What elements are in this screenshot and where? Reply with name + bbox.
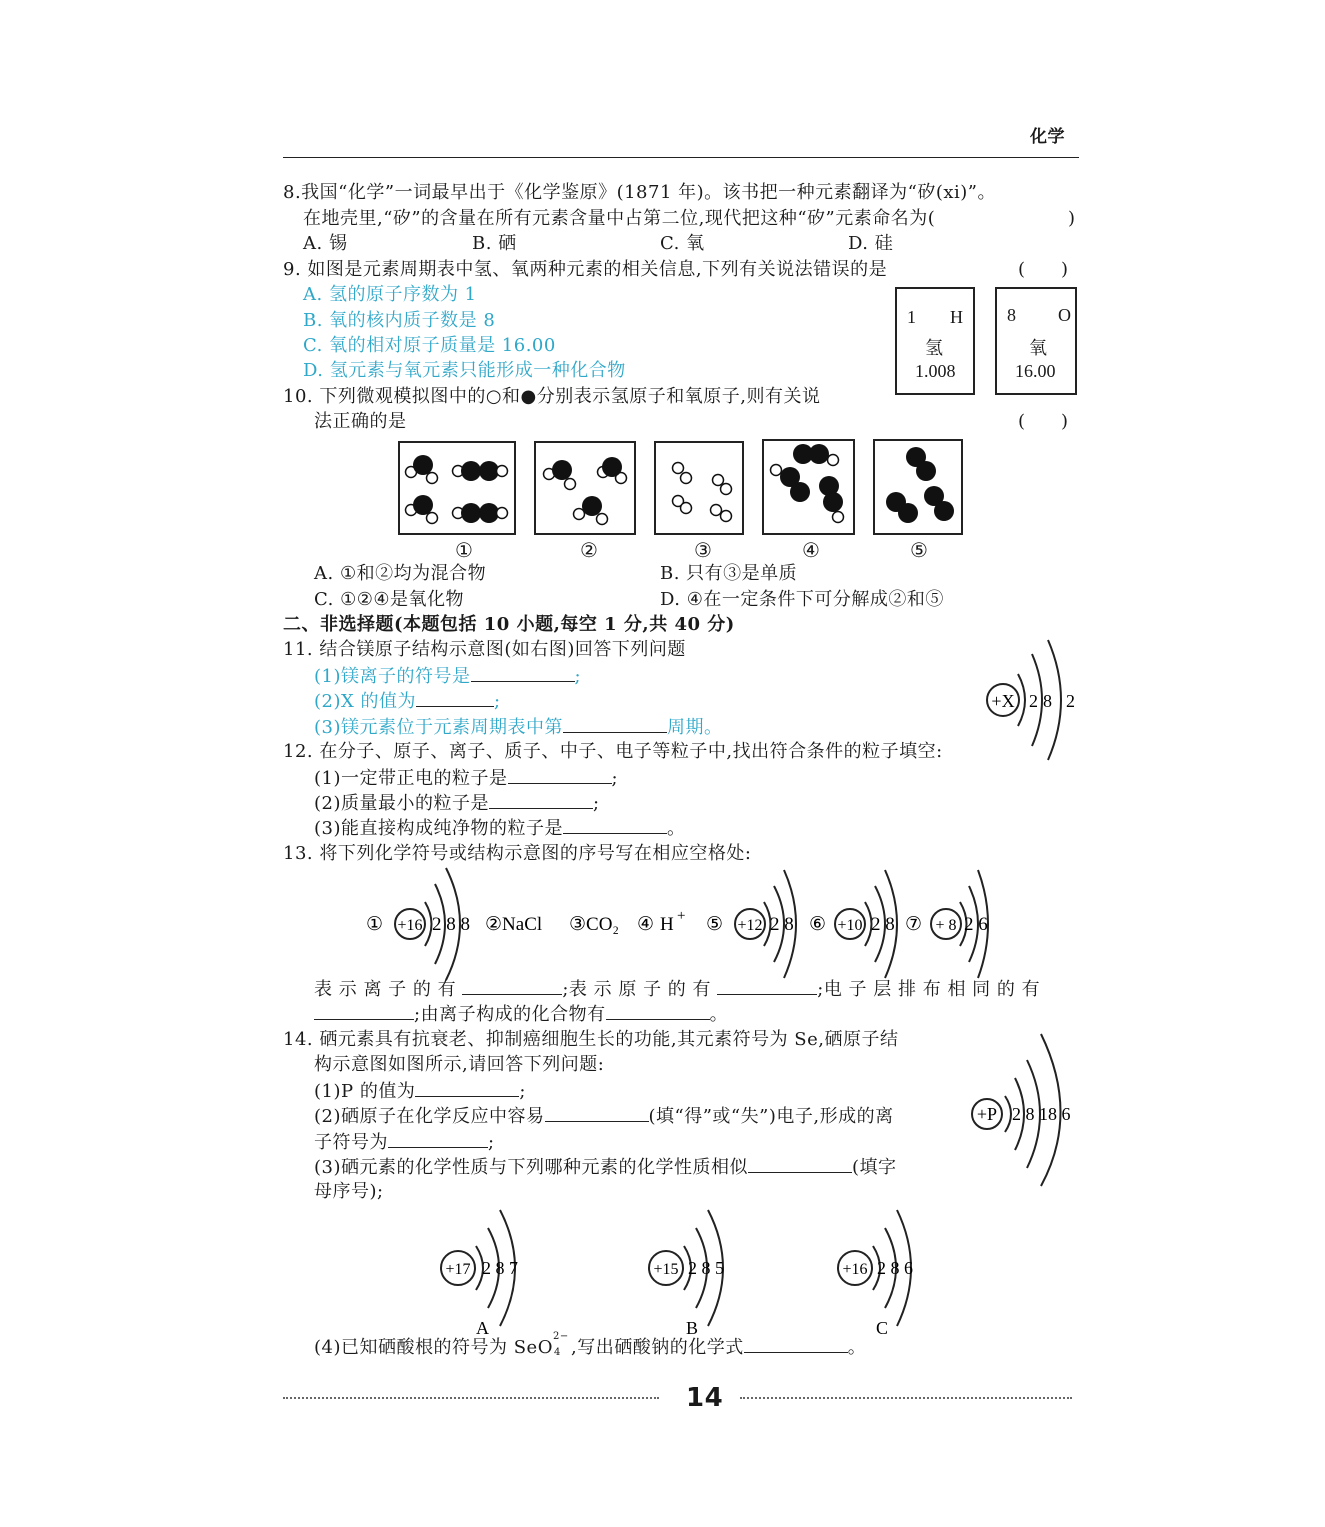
q9-paren: ( ) bbox=[1018, 259, 1069, 280]
q10-option-a: A. ①和②均为混合物 bbox=[314, 563, 487, 584]
svg-text:③CO₂: ③CO₂ bbox=[569, 914, 620, 935]
q12-stem: 12. 在分子、原子、离子、质子、中子、电子等粒子中,找出符合条件的粒子填空: bbox=[283, 741, 943, 762]
footer-dots-right bbox=[740, 1397, 1072, 1399]
q8-option-c: C. 氧 bbox=[660, 233, 705, 254]
q9-option-c: C. 氧的相对原子质量是 16.00 bbox=[303, 335, 556, 356]
q14-part1: (1)P 的值为 ; bbox=[314, 1081, 526, 1102]
section-title: 二、非选择题(本题包括 10 小题,每空 1 分,共 40 分) bbox=[283, 614, 735, 635]
q10-paren: ( ) bbox=[1018, 411, 1069, 432]
q14-part3b: 母序号); bbox=[314, 1181, 384, 1202]
q14-part2b: 子符号为 ; bbox=[314, 1132, 495, 1153]
model-label-4: ④ bbox=[802, 538, 820, 562]
svg-text:⑦: ⑦ bbox=[905, 914, 923, 935]
model-label-5: ⑤ bbox=[910, 538, 928, 562]
header-rule bbox=[283, 157, 1079, 158]
q11-part1: (1)镁离子的符号是 ; bbox=[314, 666, 582, 687]
answer-blank[interactable] bbox=[388, 1131, 488, 1148]
footer-dots-left bbox=[283, 1397, 659, 1399]
q8-line1: 8.我国“化学”一词最早出于《化学鉴原》(1871 年)。该书把一种元素翻译为“矽(xi)”。 bbox=[283, 182, 997, 203]
svg-text:2 8 6: 2 8 6 bbox=[877, 1258, 913, 1278]
svg-text:⑥: ⑥ bbox=[809, 914, 827, 935]
svg-text:2 8 5: 2 8 5 bbox=[688, 1258, 724, 1278]
svg-text:2 8: 2 8 bbox=[770, 914, 794, 935]
svg-text:2 8: 2 8 bbox=[871, 914, 895, 935]
magnesium-atom-diagram bbox=[982, 636, 1080, 760]
q11-part3: (3)镁元素位于元素周期表中第 周期。 bbox=[314, 717, 723, 738]
q12-part2: (2)质量最小的粒子是 ; bbox=[314, 793, 600, 814]
element-number: 8 bbox=[1007, 305, 1016, 325]
q9-stem: 9. 如图是元素周期表中氢、氧两种元素的相关信息,下列有关说法错误的是 bbox=[283, 259, 888, 280]
answer-blank[interactable] bbox=[563, 817, 667, 834]
svg-text:⑤: ⑤ bbox=[706, 914, 724, 935]
nucleus-label: +X bbox=[991, 691, 1015, 711]
element-name: 氧 bbox=[1029, 338, 1047, 358]
choice-label-c: C bbox=[876, 1318, 889, 1338]
q10-line1: 10. 下列微观模拟图中的○和●分别表示氢原子和氧原子,则有关说 bbox=[283, 386, 821, 407]
q14-part3: (3)硒元素的化学性质与下列哪种元素的化学性质相似 (填字 bbox=[314, 1157, 897, 1178]
svg-text:+P: +P bbox=[976, 1104, 998, 1124]
answer-blank[interactable] bbox=[606, 1003, 710, 1020]
choice-label-b: B bbox=[686, 1318, 699, 1338]
answer-blank[interactable] bbox=[717, 978, 817, 995]
svg-text:2 8 7: 2 8 7 bbox=[482, 1258, 518, 1278]
svg-text:2: 2 bbox=[1029, 691, 1038, 711]
answer-blank[interactable] bbox=[508, 767, 612, 784]
element-name: 氢 bbox=[925, 338, 943, 358]
svg-text:+16: +16 bbox=[397, 917, 423, 934]
svg-text:+16: +16 bbox=[842, 1261, 868, 1278]
answer-blank[interactable] bbox=[462, 978, 562, 995]
header-subject: 化学 bbox=[1030, 127, 1065, 147]
page-number: 14 bbox=[686, 1383, 724, 1413]
answer-blank[interactable] bbox=[415, 1080, 519, 1097]
svg-text:+ 8: + 8 bbox=[935, 917, 957, 934]
q14-choice-diagrams bbox=[430, 1206, 930, 1336]
svg-text:+12: +12 bbox=[737, 917, 763, 934]
q9-option-d: D. 氢元素与氧元素只能形成一种化合物 bbox=[303, 360, 626, 381]
selenium-atom-diagram bbox=[965, 1030, 1080, 1188]
q12-part1: (1)一定带正电的粒子是 ; bbox=[314, 768, 619, 789]
svg-text:④: ④ bbox=[637, 914, 655, 935]
answer-blank[interactable] bbox=[314, 1003, 414, 1020]
q11-part2: (2)X 的值为 ; bbox=[314, 691, 501, 712]
element-symbol: O bbox=[1058, 305, 1071, 325]
svg-text:H: H bbox=[660, 914, 674, 935]
q13-answer-line1: 表 示 离 子 的 有 ;表 示 原 子 的 有 ;电 子 层 排 布 相 同 的 有 bbox=[314, 979, 1041, 1000]
element-symbol: H bbox=[950, 307, 963, 327]
element-cell-hydrogen bbox=[895, 287, 975, 395]
answer-blank[interactable] bbox=[489, 792, 593, 809]
q10-option-c: C. ①②④是氧化物 bbox=[314, 589, 464, 610]
q9-option-a: A. 氢的原子序数为 1 bbox=[303, 284, 477, 305]
q8-option-a: A. 锡 bbox=[303, 233, 348, 254]
svg-text:+15: +15 bbox=[653, 1261, 679, 1278]
svg-text:①: ① bbox=[366, 914, 384, 935]
svg-text:2: 2 bbox=[1066, 691, 1075, 711]
svg-text:+10: +10 bbox=[837, 917, 863, 934]
answer-blank[interactable] bbox=[748, 1156, 852, 1173]
answer-blank[interactable] bbox=[471, 665, 575, 682]
svg-text:8: 8 bbox=[1043, 691, 1052, 711]
q14-part2: (2)硒原子在化学反应中容易 (填“得”或“失”)电子,形成的离 bbox=[314, 1106, 894, 1127]
q10-option-b: B. 只有③是单质 bbox=[660, 563, 798, 584]
q14-stem-line2: 构示意图如图所示,请回答下列问题: bbox=[314, 1054, 605, 1075]
element-cell-oxygen bbox=[995, 287, 1077, 395]
answer-blank[interactable] bbox=[416, 690, 494, 707]
q10-option-d: D. ④在一定条件下可分解成②和⑤ bbox=[660, 589, 944, 610]
answer-blank[interactable] bbox=[563, 716, 667, 733]
molecule-models bbox=[396, 436, 968, 560]
model-label-3: ③ bbox=[694, 538, 712, 562]
q8-option-b: B. 硒 bbox=[472, 233, 517, 254]
q8-option-d: D. 硅 bbox=[848, 233, 894, 254]
q12-part3: (3)能直接构成纯净物的粒子是 。 bbox=[314, 818, 686, 839]
svg-text:2 8 18 6: 2 8 18 6 bbox=[1012, 1104, 1071, 1124]
q8-paren-close: ) bbox=[1068, 208, 1076, 229]
model-box-1 bbox=[399, 442, 515, 534]
q13-answer-line2: ;由离子构成的化合物有 。 bbox=[314, 1003, 728, 1026]
model-box-2 bbox=[535, 442, 635, 534]
svg-text:2 8 8: 2 8 8 bbox=[432, 914, 470, 935]
svg-text:②NaCl: ②NaCl bbox=[485, 914, 543, 935]
q11-stem: 11. 结合镁原子结构示意图(如右图)回答下列问题 bbox=[283, 639, 686, 660]
q13-diagrams bbox=[362, 866, 998, 982]
answer-blank[interactable] bbox=[744, 1336, 848, 1353]
q9-option-b: B. 氧的核内质子数是 8 bbox=[303, 310, 496, 331]
q8-line2: 在地壳里,“矽”的含量在所有元素含量中占第二位,现代把这种“矽”元素命名为( bbox=[303, 208, 936, 229]
model-label-2: ② bbox=[580, 538, 598, 562]
svg-text:+: + bbox=[677, 908, 686, 924]
q14-stem-line1: 14. 硒元素具有抗衰老、抑制癌细胞生长的功能,其元素符号为 Se,硒原子结 bbox=[283, 1029, 899, 1050]
element-number: 1 bbox=[907, 307, 916, 327]
svg-text:+17: +17 bbox=[445, 1261, 471, 1278]
svg-text:2 6: 2 6 bbox=[964, 914, 988, 935]
q10-line2: 法正确的是 bbox=[314, 411, 407, 432]
choice-label-a: A bbox=[476, 1318, 489, 1338]
q13-stem: 13. 将下列化学符号或结构示意图的序号写在相应空格处: bbox=[283, 843, 752, 864]
answer-blank[interactable] bbox=[545, 1105, 649, 1122]
element-mass: 16.00 bbox=[1015, 361, 1056, 381]
element-mass: 1.008 bbox=[915, 361, 956, 381]
model-label-1: ① bbox=[455, 538, 473, 562]
q14-part4: (4)已知硒酸根的符号为 SeO 2− 4 ,写出硒酸钠的化学式 。 bbox=[314, 1331, 867, 1358]
